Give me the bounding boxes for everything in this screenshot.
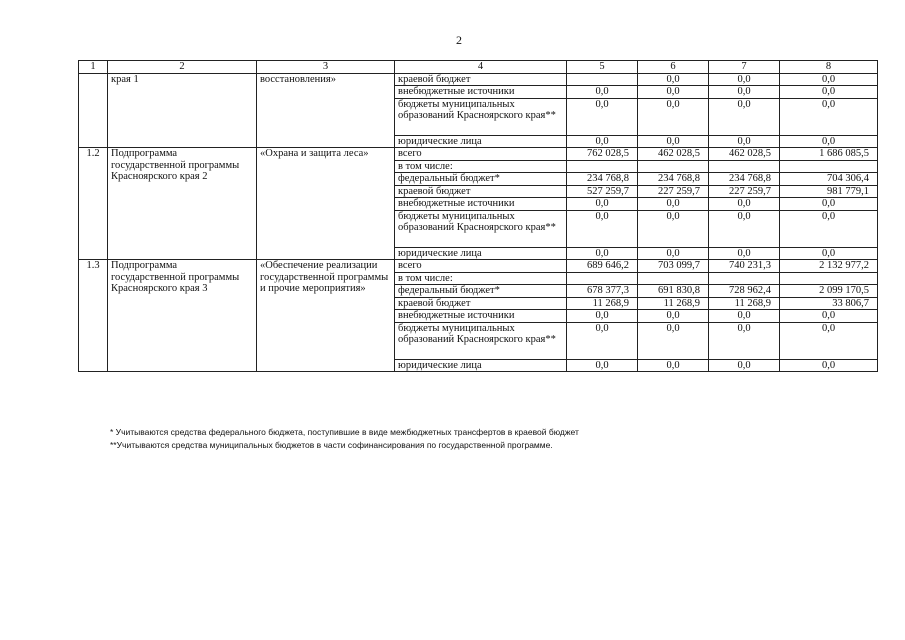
footnote-1: * Учитываются средства федерального бюджета, поступившие в виде межбюджетных трансфертов в краевой бюджет xyxy=(110,427,579,437)
value-cell: 0,0 xyxy=(780,210,878,247)
funding-source: бюджеты муниципальных образований Красноярского края** xyxy=(395,322,567,359)
value-cell: 0,0 xyxy=(567,135,638,148)
page-number: 2 xyxy=(456,33,462,47)
funding-source: федеральный бюджет* xyxy=(395,285,567,298)
value-cell: 33 806,7 xyxy=(780,297,878,310)
row-number: 1.2 xyxy=(79,148,108,260)
funding-source: внебюджетные источники xyxy=(395,310,567,323)
value-cell xyxy=(567,272,638,285)
value-cell: 0,0 xyxy=(780,135,878,148)
value-cell: 0,0 xyxy=(638,247,709,260)
value-cell: 0,0 xyxy=(709,98,780,135)
value-cell: 462 028,5 xyxy=(709,148,780,161)
value-cell xyxy=(780,272,878,285)
value-cell: 0,0 xyxy=(567,86,638,99)
footnote-2: **Учитываются средства муниципальных бюджетов в части софинансирования по государственной программе. xyxy=(110,440,553,450)
header-cell: 8 xyxy=(780,61,878,74)
funding-source: внебюджетные источники xyxy=(395,198,567,211)
value-cell: 704 306,4 xyxy=(780,173,878,186)
funding-source: бюджеты муниципальных образований Красноярского края** xyxy=(395,210,567,247)
value-cell xyxy=(638,160,709,173)
program-task: восстановления» xyxy=(257,73,395,148)
value-cell: 462 028,5 xyxy=(638,148,709,161)
value-cell: 0,0 xyxy=(638,210,709,247)
funding-source: всего xyxy=(395,260,567,273)
program-task: «Обеспечение реализации государственной программы и прочие мероприятия» xyxy=(257,260,395,372)
value-cell: 0,0 xyxy=(709,322,780,359)
header-cell: 7 xyxy=(709,61,780,74)
value-cell: 227 259,7 xyxy=(709,185,780,198)
value-cell: 0,0 xyxy=(567,310,638,323)
value-cell: 0,0 xyxy=(638,310,709,323)
value-cell xyxy=(638,272,709,285)
value-cell: 0,0 xyxy=(780,247,878,260)
row-number: 1.3 xyxy=(79,260,108,372)
value-cell: 1 686 085,5 xyxy=(780,148,878,161)
value-cell: 2 099 170,5 xyxy=(780,285,878,298)
value-cell: 11 268,9 xyxy=(638,297,709,310)
value-cell xyxy=(567,160,638,173)
table-row xyxy=(79,148,878,161)
value-cell: 0,0 xyxy=(638,359,709,372)
value-cell: 0,0 xyxy=(780,98,878,135)
value-cell: 762 028,5 xyxy=(567,148,638,161)
value-cell: 234 768,8 xyxy=(709,173,780,186)
value-cell xyxy=(780,160,878,173)
value-cell: 728 962,4 xyxy=(709,285,780,298)
value-cell: 2 132 977,2 xyxy=(780,260,878,273)
value-cell: 0,0 xyxy=(709,135,780,148)
program-name: Подпрограмма государственной программы Красноярского края 3 xyxy=(108,260,257,372)
value-cell: 0,0 xyxy=(638,198,709,211)
value-cell: 0,0 xyxy=(567,322,638,359)
funding-source: внебюджетные источники xyxy=(395,86,567,99)
value-cell: 0,0 xyxy=(709,86,780,99)
value-cell: 0,0 xyxy=(709,310,780,323)
value-cell: 0,0 xyxy=(709,247,780,260)
header-cell: 3 xyxy=(257,61,395,74)
value-cell: 0,0 xyxy=(780,359,878,372)
value-cell: 527 259,7 xyxy=(567,185,638,198)
row-number xyxy=(79,73,108,148)
funding-source: юридические лица xyxy=(395,135,567,148)
value-cell: 0,0 xyxy=(567,210,638,247)
value-cell xyxy=(709,160,780,173)
funding-source: в том числе: xyxy=(395,160,567,173)
value-cell: 981 779,1 xyxy=(780,185,878,198)
header-cell: 5 xyxy=(567,61,638,74)
value-cell: 0,0 xyxy=(638,86,709,99)
header-cell: 4 xyxy=(395,61,567,74)
funding-source: юридические лица xyxy=(395,359,567,372)
value-cell: 0,0 xyxy=(709,359,780,372)
value-cell: 678 377,3 xyxy=(567,285,638,298)
value-cell: 0,0 xyxy=(780,86,878,99)
header-row xyxy=(79,61,878,74)
header-cell: 1 xyxy=(79,61,108,74)
funding-source: всего xyxy=(395,148,567,161)
funding-source: краевой бюджет xyxy=(395,73,567,86)
table-row xyxy=(79,260,878,273)
value-cell: 11 268,9 xyxy=(567,297,638,310)
value-cell: 0,0 xyxy=(709,73,780,86)
value-cell: 0,0 xyxy=(567,247,638,260)
value-cell: 0,0 xyxy=(567,198,638,211)
value-cell: 0,0 xyxy=(638,98,709,135)
value-cell: 227 259,7 xyxy=(638,185,709,198)
program-name: Подпрограмма государственной программы Красноярского края 2 xyxy=(108,148,257,260)
value-cell: 234 768,8 xyxy=(638,173,709,186)
value-cell: 11 268,9 xyxy=(709,297,780,310)
budget-table xyxy=(78,60,878,372)
funding-source: в том числе: xyxy=(395,272,567,285)
table-row xyxy=(79,73,878,86)
funding-source: краевой бюджет xyxy=(395,185,567,198)
value-cell: 0,0 xyxy=(638,73,709,86)
program-task: «Охрана и защита леса» xyxy=(257,148,395,260)
value-cell xyxy=(709,272,780,285)
value-cell: 740 231,3 xyxy=(709,260,780,273)
value-cell: 0,0 xyxy=(567,359,638,372)
funding-source: краевой бюджет xyxy=(395,297,567,310)
value-cell: 0,0 xyxy=(709,198,780,211)
value-cell: 0,0 xyxy=(638,322,709,359)
value-cell: 703 099,7 xyxy=(638,260,709,273)
funding-source: юридические лица xyxy=(395,247,567,260)
header-cell: 6 xyxy=(638,61,709,74)
value-cell: 0,0 xyxy=(567,98,638,135)
funding-source: федеральный бюджет* xyxy=(395,173,567,186)
value-cell: 0,0 xyxy=(638,135,709,148)
program-name: края 1 xyxy=(108,73,257,148)
value-cell: 0,0 xyxy=(780,322,878,359)
funding-source: бюджеты муниципальных образований Красноярского края** xyxy=(395,98,567,135)
value-cell: 0,0 xyxy=(780,198,878,211)
value-cell: 0,0 xyxy=(709,210,780,247)
value-cell: 0,0 xyxy=(780,310,878,323)
value-cell xyxy=(567,73,638,86)
value-cell: 691 830,8 xyxy=(638,285,709,298)
header-cell: 2 xyxy=(108,61,257,74)
value-cell: 689 646,2 xyxy=(567,260,638,273)
value-cell: 234 768,8 xyxy=(567,173,638,186)
value-cell: 0,0 xyxy=(780,73,878,86)
